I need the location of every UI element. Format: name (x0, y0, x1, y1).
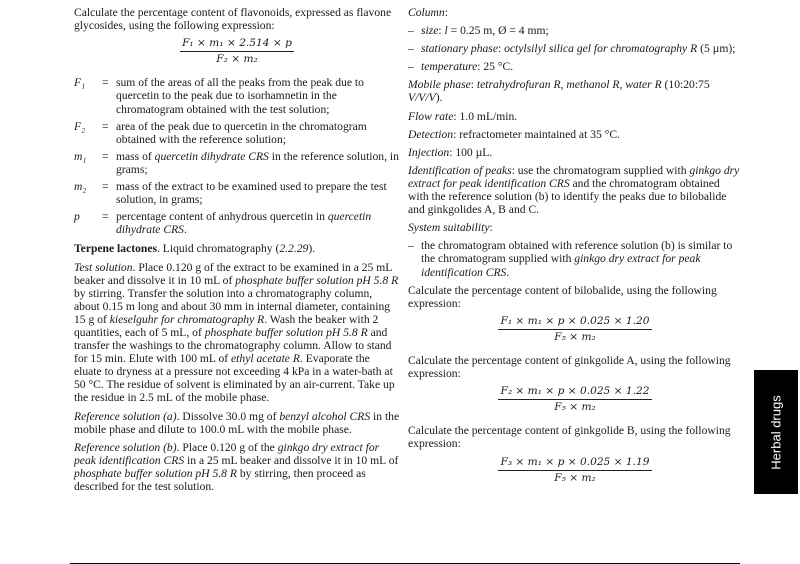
def-text: sum of the areas of all the peaks from the peak due to quercetin to the peak due to isorhamnetin in the chromatogram obtained with the test solution; (116, 76, 364, 116)
paragraph-label: Reference solution (a) (74, 409, 177, 423)
item-label: stationary phase (421, 42, 498, 56)
text-run: = 0.25 m, Ø = 4 mm; (447, 24, 549, 38)
def-symbol: F₂ (74, 119, 86, 133)
definition-f2 (74, 120, 400, 146)
text-run: and the chromatogram obtained with the reference solution (b) to identify the peaks due to bilobalide and ginkgolides A, B and C. (408, 176, 727, 217)
definition-m1 (74, 150, 400, 176)
left-column (74, 6, 400, 498)
formula-denominator: F₅ × m₂ (554, 401, 596, 414)
paragraph-label: Identification of peaks (408, 163, 512, 177)
def-text-post: in the reference solution, in grams; (116, 149, 399, 176)
def-text: mass of the extract to be examined used to prepare the test solution, in grams; (116, 180, 387, 207)
item-text (421, 239, 742, 278)
formula-numerator: F₁ × m₁ × p × 0.025 × 1.20 (498, 315, 651, 330)
colon: : (444, 6, 448, 19)
reagent: phosphate buffer solution pH 5.8 R (74, 466, 237, 480)
item-text (421, 60, 742, 73)
text-run: by stirring. Transfer the solution into a chromatography column, about 0.15 m long and about 30 mm in internal diameter, containing 15 g of (74, 286, 391, 326)
flow-rate-paragraph (408, 110, 742, 123)
text-run: . Place 0.120 g of the (176, 440, 278, 454)
formula-numerator: F₂ × m₁ × p × 0.025 × 1.22 (498, 385, 651, 400)
reference-solution-b-paragraph (74, 441, 400, 493)
paragraph-label: Detection (408, 127, 454, 141)
formula-denominator: F₅ × m₂ (554, 330, 596, 343)
def-text-reagent: quercetin dihydrate CRS (116, 210, 372, 237)
injection-paragraph (408, 146, 742, 159)
reagent: benzyl alcohol CRS (279, 409, 371, 423)
def-text-reagent: quercetin dihydrate CRS (154, 149, 269, 163)
def-text (116, 210, 400, 236)
temperature-item (408, 60, 742, 73)
text-run: . Evaporate the eluate to dryness at a pressure not exceeding 4 kPa in a water-bath at 50 °C. The residue of solvent is eliminated by an air-current. Take up the residue in 2.5 mL of the mobile phase. (74, 352, 395, 405)
section-text-end: ). (308, 242, 316, 256)
def-symbol: m₂ (74, 180, 87, 194)
right-column (408, 6, 742, 495)
paragraph-label: System suitability (408, 221, 490, 235)
def-equals: = (102, 76, 109, 90)
formula-numerator: F₁ × m₁ × 2.514 × p (180, 37, 294, 52)
item-text (421, 24, 742, 37)
definition-p (74, 210, 400, 236)
bilobalide-calc-text: Calculate the percentage content of bilobalide, using the following expression: (408, 283, 717, 310)
def-text-post: . (183, 223, 187, 237)
section-side-tab (754, 370, 798, 494)
text-run: . Wash the beaker with 2 quantities, each of 5 mL, of (74, 312, 379, 339)
paragraph-label: Mobile phase (408, 78, 471, 92)
reagent: tetrahydrofuran R, methanol R, water R (476, 78, 662, 92)
dash-marker: – (408, 239, 414, 253)
text-run: . Place 0.120 g of the extract to be examined in a 25 mL beaker and dissolve it in 10 mL of (74, 260, 392, 287)
item-text (421, 42, 742, 55)
paragraph-label: Test solution (74, 260, 133, 274)
text-run: in the mobile phase and dilute to 100.0 mL with the mobile phase. (74, 409, 400, 436)
test-solution-paragraph (74, 261, 400, 405)
method-reference: 2.2.29 (279, 242, 309, 256)
def-equals: = (102, 180, 109, 194)
reagent: ginkgo dry extract for peak identification CRS (421, 252, 701, 279)
def-symbol: F₁ (74, 76, 86, 90)
ginkgolide-a-calc-text: Calculate the percentage content of ginkgolide A, using the following expression: (408, 353, 731, 381)
side-tab-label: Herbal drugs (768, 394, 784, 470)
text-run: in a 25 mL beaker and dissolve it in 10 mL of (184, 453, 399, 467)
def-symbol: m₁ (74, 149, 87, 163)
text-run: . (506, 265, 510, 279)
detection-paragraph (408, 128, 742, 141)
item-label: size (421, 24, 439, 38)
column-size-item (408, 24, 742, 37)
text-run: (5 µm); (697, 42, 736, 56)
text-run: : (497, 42, 505, 56)
definition-m2 (74, 180, 400, 206)
text-run: : 1.0 mL/min. (453, 109, 518, 123)
column-heading (408, 6, 742, 19)
paragraph-label: Injection (408, 145, 450, 159)
reagent: phosphate buffer solution pH 5.8 R (235, 273, 399, 287)
text-run: : (470, 78, 477, 92)
text-run: (10:20:75 (661, 78, 710, 92)
def-text (116, 150, 400, 176)
text-run: : use the chromatogram supplied with (511, 163, 690, 177)
ginkgolide-b-formula (408, 456, 742, 485)
formula-numerator: F₃ × m₁ × p × 0.025 × 1.19 (498, 456, 651, 471)
paragraph-label: Reference solution (b) (74, 440, 177, 454)
formula-denominator: F₂ × m₂ (216, 53, 258, 66)
def-text-pre: percentage content of anhydrous quercetin in (116, 210, 328, 224)
def-equals: = (102, 149, 109, 163)
reagent: ginkgo dry extract for peak identification CRS (74, 440, 380, 467)
text-run: : refractometer maintained at 35 °C. (453, 127, 620, 141)
def-equals: = (102, 119, 109, 133)
reagent: kieselguhr for chromatography R (109, 312, 265, 326)
system-suitability-heading (408, 221, 742, 234)
paragraph-label: Flow rate (408, 109, 454, 123)
text-run: by stirring, then proceed as described for the test solution. (74, 466, 366, 493)
text-run: ). (435, 91, 443, 105)
dash-marker: – (408, 24, 414, 38)
dash-marker: – (408, 60, 414, 74)
definition-f1 (74, 76, 400, 115)
section-title: Terpene lactones (74, 242, 157, 256)
section-text: . Liquid chromatography ( (156, 242, 280, 256)
def-text-pre: mass of (116, 149, 155, 163)
text-run: and transfer the washings to the chromatography column. Allow to stand for 15 min. Elute with 100 mL of (74, 325, 392, 366)
flavonoid-intro: Calculate the percentage content of flavonoids, expressed as flavone glycosides, using the following expression: (74, 6, 392, 33)
text-run: . Dissolve 30.0 mg of (176, 409, 280, 423)
identification-paragraph (408, 164, 742, 216)
def-symbol: p (74, 210, 80, 224)
column-label: Column (408, 6, 445, 19)
terpene-lactones-heading (74, 242, 400, 255)
suitability-item (408, 239, 742, 278)
reagent: ginkgo dry extract for peak identification CRS (408, 163, 740, 190)
formula-denominator: F₅ × m₂ (554, 471, 596, 484)
text-run: : (438, 24, 445, 38)
reference-solution-a-paragraph (74, 410, 400, 436)
stationary-phase-item (408, 42, 742, 55)
mobile-phase-paragraph (408, 78, 742, 104)
bilobalide-formula (408, 315, 742, 344)
colon: : (489, 221, 493, 235)
ginkgolide-b-calc-text: Calculate the percentage content of ginkgolide B, using the following expression: (408, 424, 731, 451)
flavonoid-formula (74, 37, 400, 66)
ginkgolide-a-formula (408, 385, 742, 414)
text-run: the chromatogram obtained with reference solution (b) is similar to the chromatogram supplied with (421, 239, 733, 266)
dash-marker: – (408, 42, 414, 56)
reagent: phosphate buffer solution pH 5.8 R (204, 325, 368, 339)
text-run: : 100 µL. (449, 145, 493, 159)
variable-definitions (74, 76, 400, 236)
item-label: temperature (421, 60, 478, 74)
def-equals: = (102, 210, 109, 224)
reagent: octylsilyl silica gel for chromatography R (504, 42, 698, 56)
def-text: area of the peak due to quercetin in the chromatogram obtained with the reference solution; (116, 119, 367, 146)
reagent: ethyl acetate R (231, 352, 300, 366)
symbol-l: l (444, 24, 448, 38)
ratio-unit: V/V/V (408, 91, 436, 105)
text-run: : 25 °C. (477, 60, 514, 74)
